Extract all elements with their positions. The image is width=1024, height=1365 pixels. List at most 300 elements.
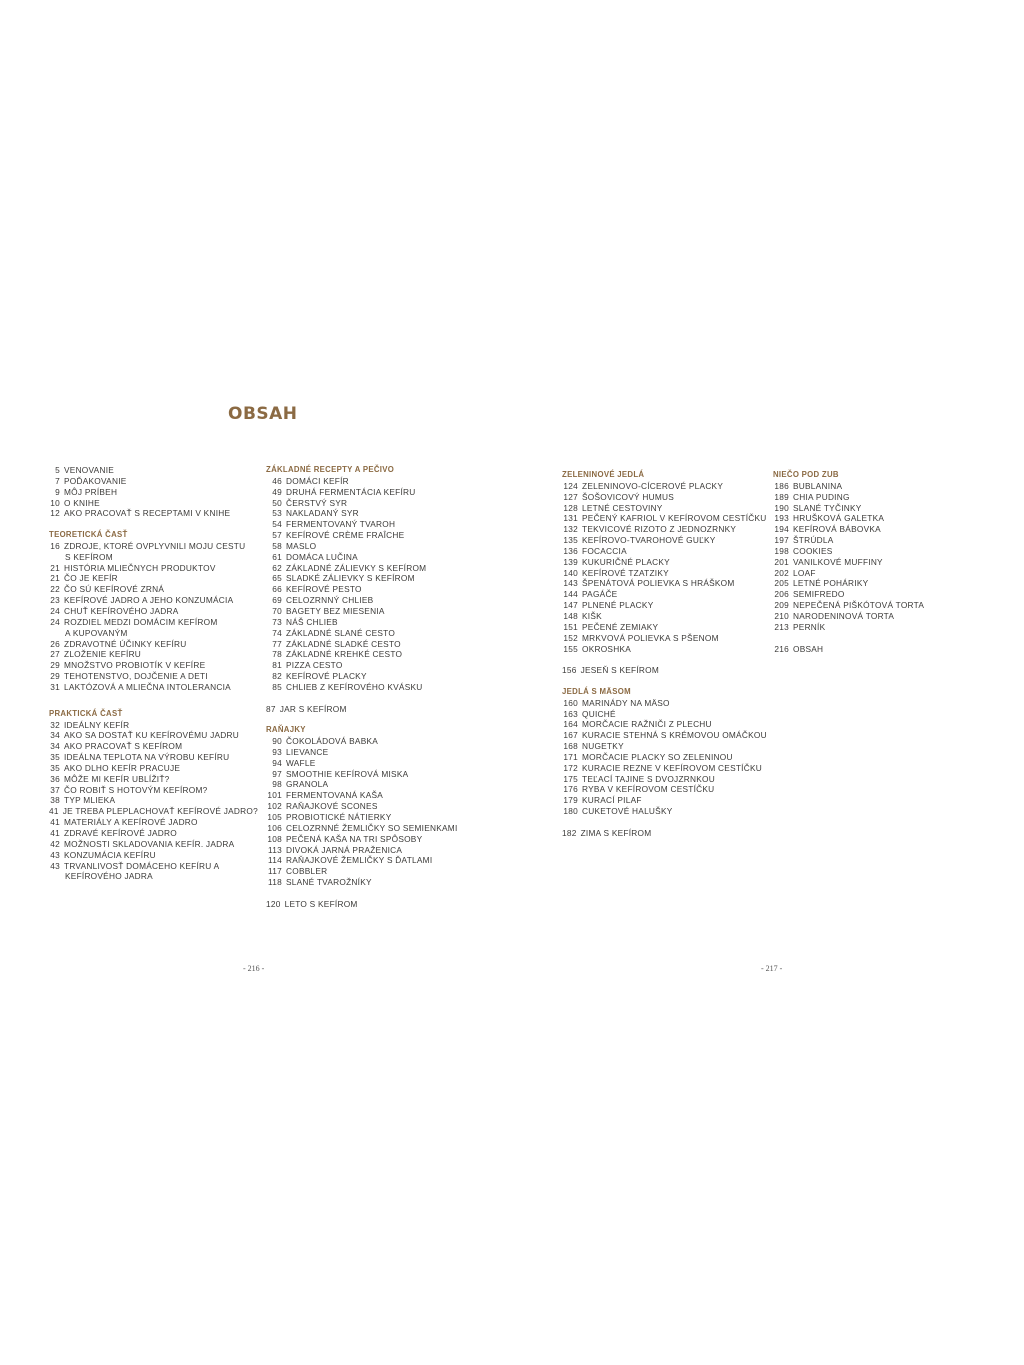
entry-title: CHIA PUDING	[793, 491, 850, 502]
toc-entry	[49, 595, 254, 606]
page-number: 163	[563, 708, 578, 719]
toc-entry	[562, 535, 767, 546]
page-number: 73	[272, 616, 282, 627]
toc-entry	[773, 546, 973, 557]
spacer	[266, 693, 476, 704]
page-number: 46	[272, 475, 282, 486]
entry-title: NUGETKY	[582, 741, 624, 752]
page-number: 35	[50, 762, 60, 773]
toc-entry	[266, 617, 476, 628]
page-number: 27	[50, 649, 60, 660]
entry-title: MÔŽE MI KEFÍR UBLÍŽIŤ?	[64, 773, 170, 784]
page-number: 213	[774, 621, 789, 632]
page-number: 128	[563, 502, 578, 513]
toc-entry	[49, 752, 254, 763]
toc-entry	[49, 828, 254, 839]
page-number: 179	[563, 795, 578, 806]
entry-title: OBSAH	[793, 643, 824, 654]
entry-title: MATERIÁLY A KEFÍROVÉ JADRO	[64, 817, 198, 828]
page-number: 34	[50, 730, 60, 741]
toc-entry	[562, 709, 767, 720]
toc-entry	[266, 747, 476, 758]
page-number: 108	[267, 833, 282, 844]
entry-title: FERMENTOVANÝ TVAROH	[286, 519, 396, 530]
toc-entry	[266, 779, 476, 790]
toc-entry	[49, 741, 254, 752]
page-number: 69	[272, 595, 282, 606]
entry-title: ČOKOLÁDOVÁ BABKA	[286, 736, 379, 747]
section-heading: NIEČO POD ZUB	[773, 470, 839, 479]
toc-entry	[49, 465, 254, 476]
page-number: 172	[563, 762, 578, 773]
entry-title: NAKLADANÝ SYR	[286, 508, 359, 519]
page-number: 74	[272, 627, 282, 638]
toc-entry	[49, 487, 254, 498]
toc-entry	[266, 487, 476, 498]
spacer	[266, 714, 476, 725]
entry-title: KURACIE REZNE V KEFÍROVOM CESTÍČKU	[582, 762, 762, 773]
page-number: 58	[272, 540, 282, 551]
page-number: 35	[50, 752, 60, 763]
toc-entry	[266, 595, 476, 606]
page-number: 78	[272, 649, 282, 660]
entry-title: HRUŠKOVÁ GALETKA	[793, 513, 885, 524]
toc-column-2	[266, 465, 476, 910]
toc-entry	[266, 476, 476, 487]
spacer	[562, 654, 767, 665]
toc-entry	[773, 578, 973, 589]
toc-entry	[266, 736, 476, 747]
entry-title: CHUŤ KEFÍROVÉHO JADRA	[64, 605, 179, 616]
entry-title: RAŇAJKOVÉ SCONES	[286, 801, 378, 812]
entry-title: COBBLER	[286, 866, 328, 877]
page-number: 87	[266, 703, 276, 714]
entry-title: ZÁKLADNÉ SLANÉ CESTO	[286, 627, 396, 638]
entry-title: NARODENINOVÁ TORTA	[793, 610, 895, 621]
entry-title: LAKTÓZOVÁ A MLIEČNA INTOLERANCIA	[64, 681, 231, 692]
entry-title: PIZZA CESTO	[286, 660, 343, 671]
page-number: 82	[272, 671, 282, 682]
page-number: 152	[563, 632, 578, 643]
entry-title: TEĽACÍ TAJINE S DVOJZRNKOU	[582, 773, 715, 784]
toc-entry	[49, 850, 254, 861]
entry-title: HISTÓRIA MLIEČNYCH PRODUKTOV	[64, 562, 216, 573]
entry-title: VENOVANIE	[64, 465, 115, 475]
toc-entry	[49, 573, 254, 584]
toc-entry	[562, 513, 767, 524]
page-number: 151	[563, 621, 578, 632]
page-number: 94	[272, 757, 282, 768]
entry-title: WAFLE	[286, 757, 316, 768]
page-number: 140	[563, 567, 578, 578]
page-number: 24	[50, 616, 60, 627]
entry-title: AKO PRACOVAŤ S RECEPTAMI V KNIHE	[64, 508, 231, 519]
entry-title: SLADKÉ ZÁLIEVKY S KEFÍROM	[286, 573, 415, 584]
page-number: 93	[272, 746, 282, 757]
toc-entry	[266, 845, 476, 856]
toc-entry	[266, 899, 476, 910]
entry-title: AKO DLHO KEFÍR PRACUJE	[64, 762, 181, 773]
page-number: 182	[562, 827, 577, 838]
page-number: 105	[267, 812, 282, 822]
page-number: 106	[267, 822, 282, 833]
toc-entry	[266, 660, 476, 671]
toc-entry	[49, 839, 254, 850]
page-number: 139	[563, 556, 578, 567]
entry-title: ČERSTVÝ SYR	[286, 497, 348, 508]
page-number: 194	[774, 524, 789, 535]
entry-title: POĎAKOVANIE	[64, 475, 127, 486]
entry-title: AKO PRACOVAŤ S KEFÍROM	[64, 741, 183, 752]
page-number: 102	[267, 801, 282, 812]
toc-column-1	[49, 465, 258, 882]
entry-title: ČO ROBIŤ S HOTOVÝM KEFÍROM?	[64, 784, 208, 795]
toc-entry-continuation: KEFÍROVÉHO JADRA	[65, 871, 153, 882]
entry-title: TYP MLIEKA	[64, 795, 116, 806]
page-number: 120	[266, 898, 281, 909]
toc-entry	[266, 769, 476, 780]
page-number: 50	[272, 497, 282, 508]
page-number: 114	[268, 855, 282, 866]
page-number: 180	[563, 806, 578, 817]
entry-title: CELOZRNNÝ CHLIEB	[286, 595, 374, 606]
page-number: 21	[50, 573, 60, 584]
entry-title: LETO S KEFÍROM	[284, 898, 358, 909]
entry-title: OKROSHKA	[582, 643, 632, 654]
page-number: 9	[55, 486, 60, 497]
page-number: 43	[50, 849, 60, 860]
toc-entry	[773, 589, 973, 600]
entry-title: GRANOLA	[286, 779, 329, 790]
toc-entry	[562, 806, 767, 817]
page-number: 205	[774, 578, 789, 589]
toc-entry	[562, 633, 767, 644]
toc-entry	[562, 492, 767, 503]
page-number: 171	[563, 751, 578, 762]
entry-title: PEČENÉ ZEMIAKY	[582, 621, 659, 632]
page-number: 24	[50, 605, 60, 616]
section-heading: JEDLÁ S MÄSOM	[562, 686, 631, 696]
toc-entry	[49, 649, 254, 660]
entry-title: ZÁKLADNÉ ZÁLIEVKY S KEFÍROM	[286, 562, 427, 573]
entry-title: PEČENÁ KAŠA NA TRI SPÔSOBY	[286, 833, 423, 844]
page-number: 117	[268, 866, 282, 877]
page-number: 148	[563, 610, 578, 621]
entry-title: ZDROJE, KTORÉ OVPLYVNILI MOJU CESTU	[64, 540, 246, 551]
page-number: 5	[55, 465, 60, 475]
entry-title: DOMÁCI KEFÍR	[286, 475, 349, 486]
entry-title: SLANÉ TVAROŽNÍKY	[286, 877, 372, 888]
entry-title: PROBIOTICKÉ NÁTIERKY	[286, 812, 392, 822]
toc-entry	[266, 877, 476, 888]
entry-title: CELOZRNNÉ ŽEMLIČKY SO SEMIENKAMI	[286, 822, 458, 833]
entry-title: JESEŇ S KEFÍROM	[580, 665, 660, 676]
entry-title: ZÁKLADNÉ SLADKÉ CESTO	[286, 638, 401, 649]
entry-title: ZDRAVOTNÉ ÚČINKY KEFÍRU	[64, 638, 187, 649]
spacer	[773, 633, 973, 644]
page-number: 186	[774, 480, 789, 491]
toc-entry	[562, 568, 767, 579]
entry-title: ŠTRÚDLA	[793, 535, 834, 546]
page-number: 132	[563, 524, 578, 535]
toc-column-4	[773, 470, 973, 654]
page-number: 41	[50, 828, 60, 838]
entry-title: KEFÍROVO-TVAROHOVÉ GUĽKY	[582, 535, 716, 546]
page-number: 41	[50, 817, 60, 828]
toc-entry	[562, 730, 767, 741]
page-number: 209	[774, 600, 789, 611]
toc-entry	[266, 855, 476, 866]
toc-entry	[562, 524, 767, 535]
toc-entry	[266, 498, 476, 509]
toc-entry	[49, 584, 254, 595]
page-number: 136	[563, 545, 578, 556]
section-heading: PRAKTICKÁ ČASŤ	[49, 708, 123, 718]
entry-title: FOCACCIA	[582, 545, 627, 556]
page-number: 54	[272, 519, 282, 530]
page-number: 21	[50, 562, 60, 573]
entry-title: KONZUMÁCIA KEFÍRU	[64, 849, 156, 860]
toc-entry	[266, 649, 476, 660]
toc-entry	[266, 834, 476, 845]
page-number: 190	[774, 502, 789, 513]
entry-title: LOAF	[793, 567, 816, 578]
page-number: 144	[563, 589, 578, 600]
toc-entry	[773, 557, 973, 568]
toc-entry	[562, 784, 767, 795]
entry-title: DIVOKÁ JARNÁ PRAŽENICA	[286, 844, 403, 855]
page-number: 164	[563, 719, 578, 730]
page-number: 156	[562, 665, 577, 676]
page-number: 193	[774, 513, 789, 524]
toc-entry	[562, 719, 767, 730]
entry-title: ČO JE KEFÍR	[64, 573, 118, 584]
toc-entry	[49, 498, 254, 509]
toc-entry	[49, 508, 254, 519]
page-number: 143	[563, 578, 578, 589]
entry-title: BUBLANINA	[793, 480, 843, 491]
entry-title: ŠOŠOVICOVÝ HUMUS	[582, 491, 675, 502]
page-number: 202	[774, 567, 789, 578]
page-title: OBSAH	[228, 404, 298, 424]
entry-title: COOKIES	[793, 545, 833, 556]
section-heading: TEORETICKÁ ČASŤ	[49, 530, 128, 540]
page-number: 168	[563, 741, 578, 752]
toc-entry	[266, 541, 476, 552]
entry-title: KEFÍROVÉ TZATZIKY	[582, 567, 669, 578]
toc-entry	[562, 546, 767, 557]
toc-entry	[266, 671, 476, 682]
page-number: 23	[50, 595, 60, 606]
toc-entry	[49, 795, 254, 806]
entry-title: KURACIE STEHNÁ S KRÉMOVOU OMÁČKOU	[582, 730, 767, 741]
page-number: 113	[268, 844, 282, 855]
page-number: 12	[50, 508, 60, 519]
toc-entry	[562, 665, 767, 676]
page-number: 210	[774, 610, 789, 621]
entry-title: SMOOTHIE KEFÍROVÁ MISKA	[286, 768, 409, 779]
page-number: 160	[563, 697, 578, 708]
entry-title: MORČACIE RAŽNIČI Z PLECHU	[582, 719, 712, 730]
toc-entry	[562, 795, 767, 806]
toc-entry	[773, 600, 973, 611]
section-heading: RAŇAJKY	[266, 725, 306, 735]
entry-title: DRUHÁ FERMENTÁCIA KEFÍRU	[286, 486, 416, 497]
page-number: 131	[563, 513, 578, 524]
entry-title: KEFÍROVÉ PLACKY	[286, 671, 367, 682]
toc-entry	[773, 622, 973, 633]
entry-title: MARINÁDY NA MÄSO	[582, 697, 670, 708]
page-number-right: - 217 -	[761, 964, 783, 973]
page-number: 53	[272, 508, 282, 519]
toc-entry	[49, 730, 254, 741]
toc-entry	[49, 639, 254, 650]
toc-entry	[266, 573, 476, 584]
entry-title: LETNÉ CESTOVINY	[582, 502, 663, 513]
entry-title: RYBA V KEFÍROVOM CESTÍČKU	[582, 784, 715, 795]
entry-title: ZDRAVÉ KEFÍROVÉ JADRO	[64, 828, 177, 838]
toc-entry	[266, 606, 476, 617]
entry-title: SLANÉ TYČINKY	[793, 502, 862, 513]
spacer	[49, 693, 254, 709]
entry-title: O KNIHE	[64, 497, 100, 508]
entry-title: TRVANLIVOSŤ DOMÁCEHO KEFÍRU A	[64, 860, 220, 871]
toc-entry	[49, 763, 254, 774]
page-number: 7	[55, 475, 60, 486]
entry-title: PEČENÝ KAFRIOL V KEFÍROVOM CESTÍČKU	[582, 513, 767, 524]
entry-title: VANILKOVÉ MUFFINY	[793, 556, 883, 567]
toc-entry	[266, 639, 476, 650]
page-number: 66	[272, 584, 282, 595]
page-number: 201	[774, 556, 789, 567]
entry-title: AKO SA DOSTAŤ KU KEFÍROVÉMU JADRU	[64, 730, 239, 741]
toc-entry	[562, 557, 767, 568]
toc-entry	[773, 524, 973, 535]
page-number: 197	[774, 535, 789, 546]
entry-title: MASLO	[286, 540, 317, 551]
toc-entry	[266, 812, 476, 823]
entry-title: MÔJ PRÍBEH	[64, 486, 118, 497]
toc-entry	[562, 752, 767, 763]
entry-title: ZÁKLADNÉ KREHKÉ CESTO	[286, 649, 403, 660]
page-number: 43	[50, 860, 60, 871]
page-number: 216	[774, 643, 789, 654]
page-number: 98	[272, 779, 282, 790]
entry-title: KUKURIČNÉ PLACKY	[582, 556, 670, 567]
toc-entry	[562, 578, 767, 589]
entry-title: LETNÉ POHÁRIKY	[793, 578, 869, 589]
entry-title: PAGÁČE	[582, 589, 618, 600]
toc-entry	[562, 503, 767, 514]
entry-title: MNOŽSTVO PROBIOTÍK V KEFÍRE	[64, 660, 206, 671]
spacer	[562, 817, 767, 828]
toc-entry	[562, 698, 767, 709]
toc-entry	[266, 508, 476, 519]
toc-entry	[49, 671, 254, 682]
toc-entry	[773, 513, 973, 524]
entry-title: SEMIFREDO	[793, 589, 845, 600]
page-number: 42	[50, 838, 60, 849]
page-number: 155	[563, 643, 578, 654]
toc-entry	[49, 785, 254, 796]
toc-entry	[266, 758, 476, 769]
page-number: 70	[272, 605, 282, 616]
toc-entry	[773, 611, 973, 622]
page-number: 62	[272, 562, 282, 573]
section-heading: ZÁKLADNÉ RECEPTY A PEČIVO	[266, 465, 395, 474]
page-number: 175	[563, 773, 578, 784]
page-number: 37	[50, 784, 60, 795]
page-number: 176	[563, 784, 578, 795]
toc-entry	[266, 790, 476, 801]
entry-title: BAGETY BEZ MIESENIA	[286, 605, 385, 616]
toc-entry	[266, 563, 476, 574]
toc-entry	[49, 774, 254, 785]
toc-entry	[562, 589, 767, 600]
entry-title: KEFÍROVÉ CRÈME FRAÎCHE	[286, 530, 405, 541]
toc-entry	[49, 606, 254, 617]
entry-title: CHLIEB Z KEFÍROVÉHO KVÁSKU	[286, 681, 423, 692]
entry-title: KEFÍROVÁ BÁBOVKA	[793, 524, 881, 535]
toc-entry	[773, 644, 973, 655]
toc-entry	[562, 481, 767, 492]
toc-entry	[266, 530, 476, 541]
page-number: 198	[774, 545, 789, 556]
page-number: 10	[50, 497, 60, 508]
entry-title: KEFÍROVÉ PESTO	[286, 584, 362, 595]
entry-title: MOŽNOSTI SKLADOVANIA KEFÍR. JADRA	[64, 838, 235, 849]
entry-title: KIŠK	[582, 610, 602, 621]
toc-entry	[49, 861, 254, 872]
entry-title: NEPEČENÁ PIŠKÓTOVÁ TORTA	[793, 600, 925, 611]
page-number: 101	[267, 790, 282, 801]
page-number: 32	[50, 719, 60, 730]
page-number: 57	[272, 530, 282, 541]
page-number: 124	[563, 480, 578, 491]
toc-entry	[773, 492, 973, 503]
page-number: 38	[50, 795, 60, 806]
toc-entry	[266, 519, 476, 530]
toc-entry	[49, 817, 254, 828]
toc-entry	[773, 568, 973, 579]
toc-entry-continuation: S KEFÍROM	[65, 551, 113, 562]
toc-entry	[49, 617, 254, 628]
page-number: 135	[563, 535, 578, 546]
page-number: 36	[50, 773, 60, 784]
toc-entry	[562, 774, 767, 785]
toc-entry	[562, 644, 767, 655]
toc-entry	[266, 704, 476, 715]
spacer	[562, 676, 767, 687]
toc-entry	[266, 801, 476, 812]
toc-entry	[266, 584, 476, 595]
entry-title: PLNENÉ PLACKY	[582, 600, 654, 611]
toc-entry	[49, 476, 254, 487]
entry-title: TEHOTENSTVO, DOJČENIE A DETI	[64, 671, 208, 682]
page-number: 90	[272, 736, 282, 747]
page-number: 97	[272, 768, 282, 779]
entry-title: JAR S KEFÍROM	[279, 703, 347, 714]
toc-entry	[562, 622, 767, 633]
section-heading: ZELENINOVÉ JEDLÁ	[562, 470, 645, 479]
page-number: 31	[50, 681, 60, 692]
page-number: 127	[563, 491, 578, 502]
toc-entry	[773, 535, 973, 546]
toc-entry	[49, 541, 254, 552]
toc-entry	[773, 481, 973, 492]
page-number: 81	[272, 660, 282, 671]
entry-title: ZIMA S KEFÍROM	[580, 827, 652, 838]
